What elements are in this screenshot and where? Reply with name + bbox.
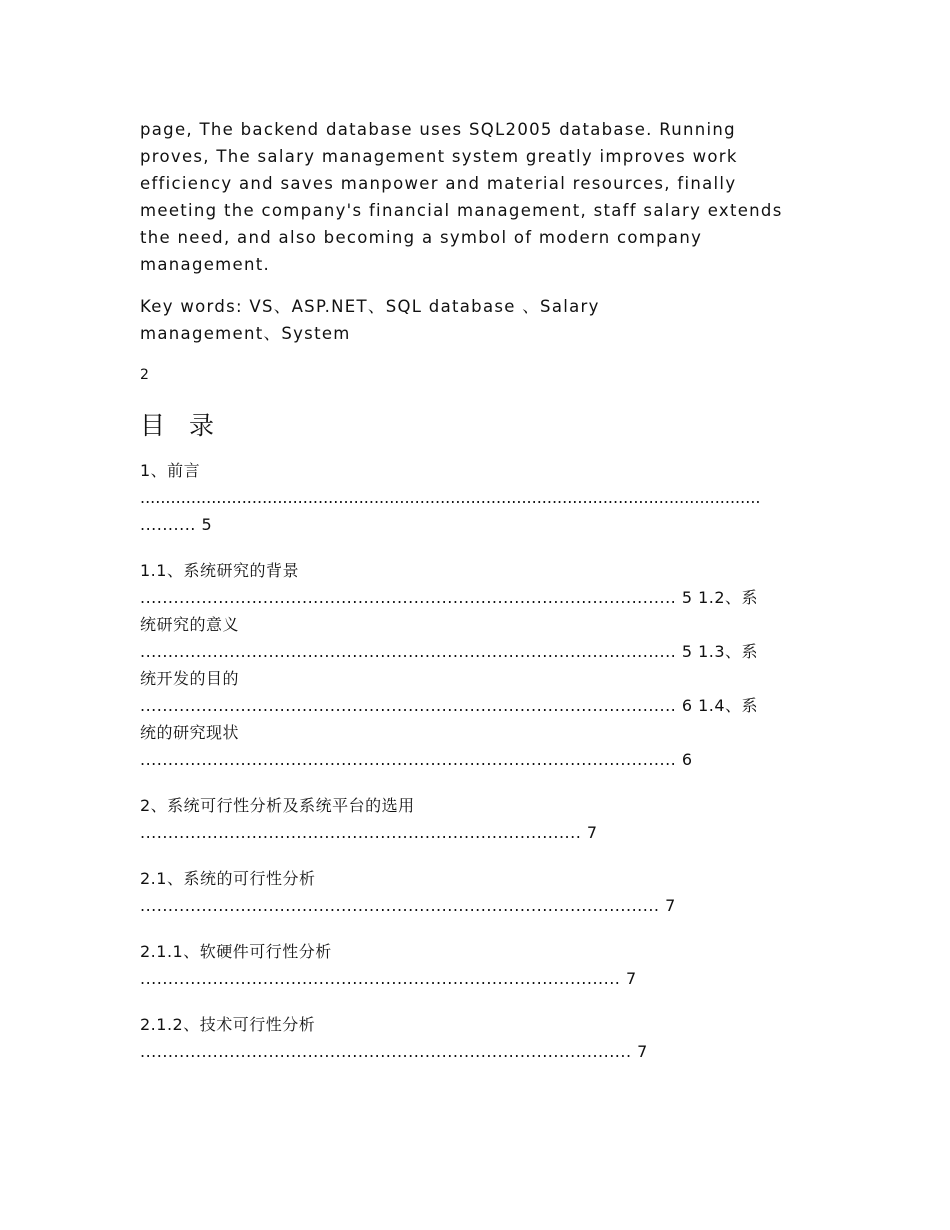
toc-leader-line: ...................................................................................... 7 — [140, 969, 637, 988]
keywords-line: management、System — [140, 324, 351, 343]
keywords-line: Key words: VS、ASP.NET、SQL database 、Salary — [140, 297, 600, 316]
abstract-line: page, The backend database uses SQL2005 database. Running — [140, 120, 736, 139]
toc-heading: 2.1.1、软硬件可行性分析 — [140, 942, 332, 961]
toc-leader-line: ................................................................................................ 6 — [140, 750, 693, 769]
toc-leader-line: ........................................................................................ 7 — [140, 1042, 648, 1061]
abstract-line: management. — [140, 255, 271, 274]
toc-entry-2-1-2[interactable] — [140, 1011, 810, 1065]
toc-entry-2-1-1[interactable] — [140, 938, 810, 992]
toc-entry-1[interactable] — [140, 457, 810, 538]
abstract-line: efficiency and saves manpower and material resources, finally — [140, 174, 737, 193]
toc-heading: 1.1、系统研究的背景 — [140, 561, 299, 580]
toc-title: 目 录 — [140, 411, 222, 440]
toc-heading: 2、系统可行性分析及系统平台的选用 — [140, 796, 415, 815]
toc-leader-line: ............................................................................... 7 — [140, 823, 598, 842]
table-of-contents — [140, 457, 810, 1065]
abstract-line: meeting the company's financial management, staff salary extends — [140, 201, 783, 220]
toc-leader-line: ................................................................................................ 5 1.3、系 — [140, 642, 759, 661]
toc-heading: 1、前言 — [140, 461, 201, 480]
page-number: 2 — [140, 367, 149, 383]
abstract-line: proves, The salary management system greatly improves work — [140, 147, 738, 166]
document-page — [140, 116, 810, 1084]
toc-entry-2[interactable] — [140, 792, 810, 846]
abstract-paragraph — [140, 116, 810, 278]
abstract-line: the need, and also becoming a symbol of modern company — [140, 228, 703, 247]
toc-heading: 2.1.2、技术可行性分析 — [140, 1015, 316, 1034]
toc-leader-line: .......................................................................................................................... — [140, 488, 761, 507]
keywords-paragraph — [140, 293, 810, 347]
toc-entry-1-subsections[interactable] — [140, 557, 810, 773]
toc-leader-line: ................................................................................................ 6 1.4、系 — [140, 696, 759, 715]
toc-entry-2-1[interactable] — [140, 865, 810, 919]
toc-heading: 2.1、系统的可行性分析 — [140, 869, 316, 888]
toc-leader-line: ............................................................................................. 7 — [140, 896, 676, 915]
toc-heading: 统研究的意义 — [140, 615, 240, 634]
toc-heading: 统开发的目的 — [140, 669, 240, 688]
toc-heading: 统的研究现状 — [140, 723, 240, 742]
toc-leader-line: ................................................................................................ 5 1.2、系 — [140, 588, 759, 607]
toc-leader-page: .......... 5 — [140, 515, 213, 534]
